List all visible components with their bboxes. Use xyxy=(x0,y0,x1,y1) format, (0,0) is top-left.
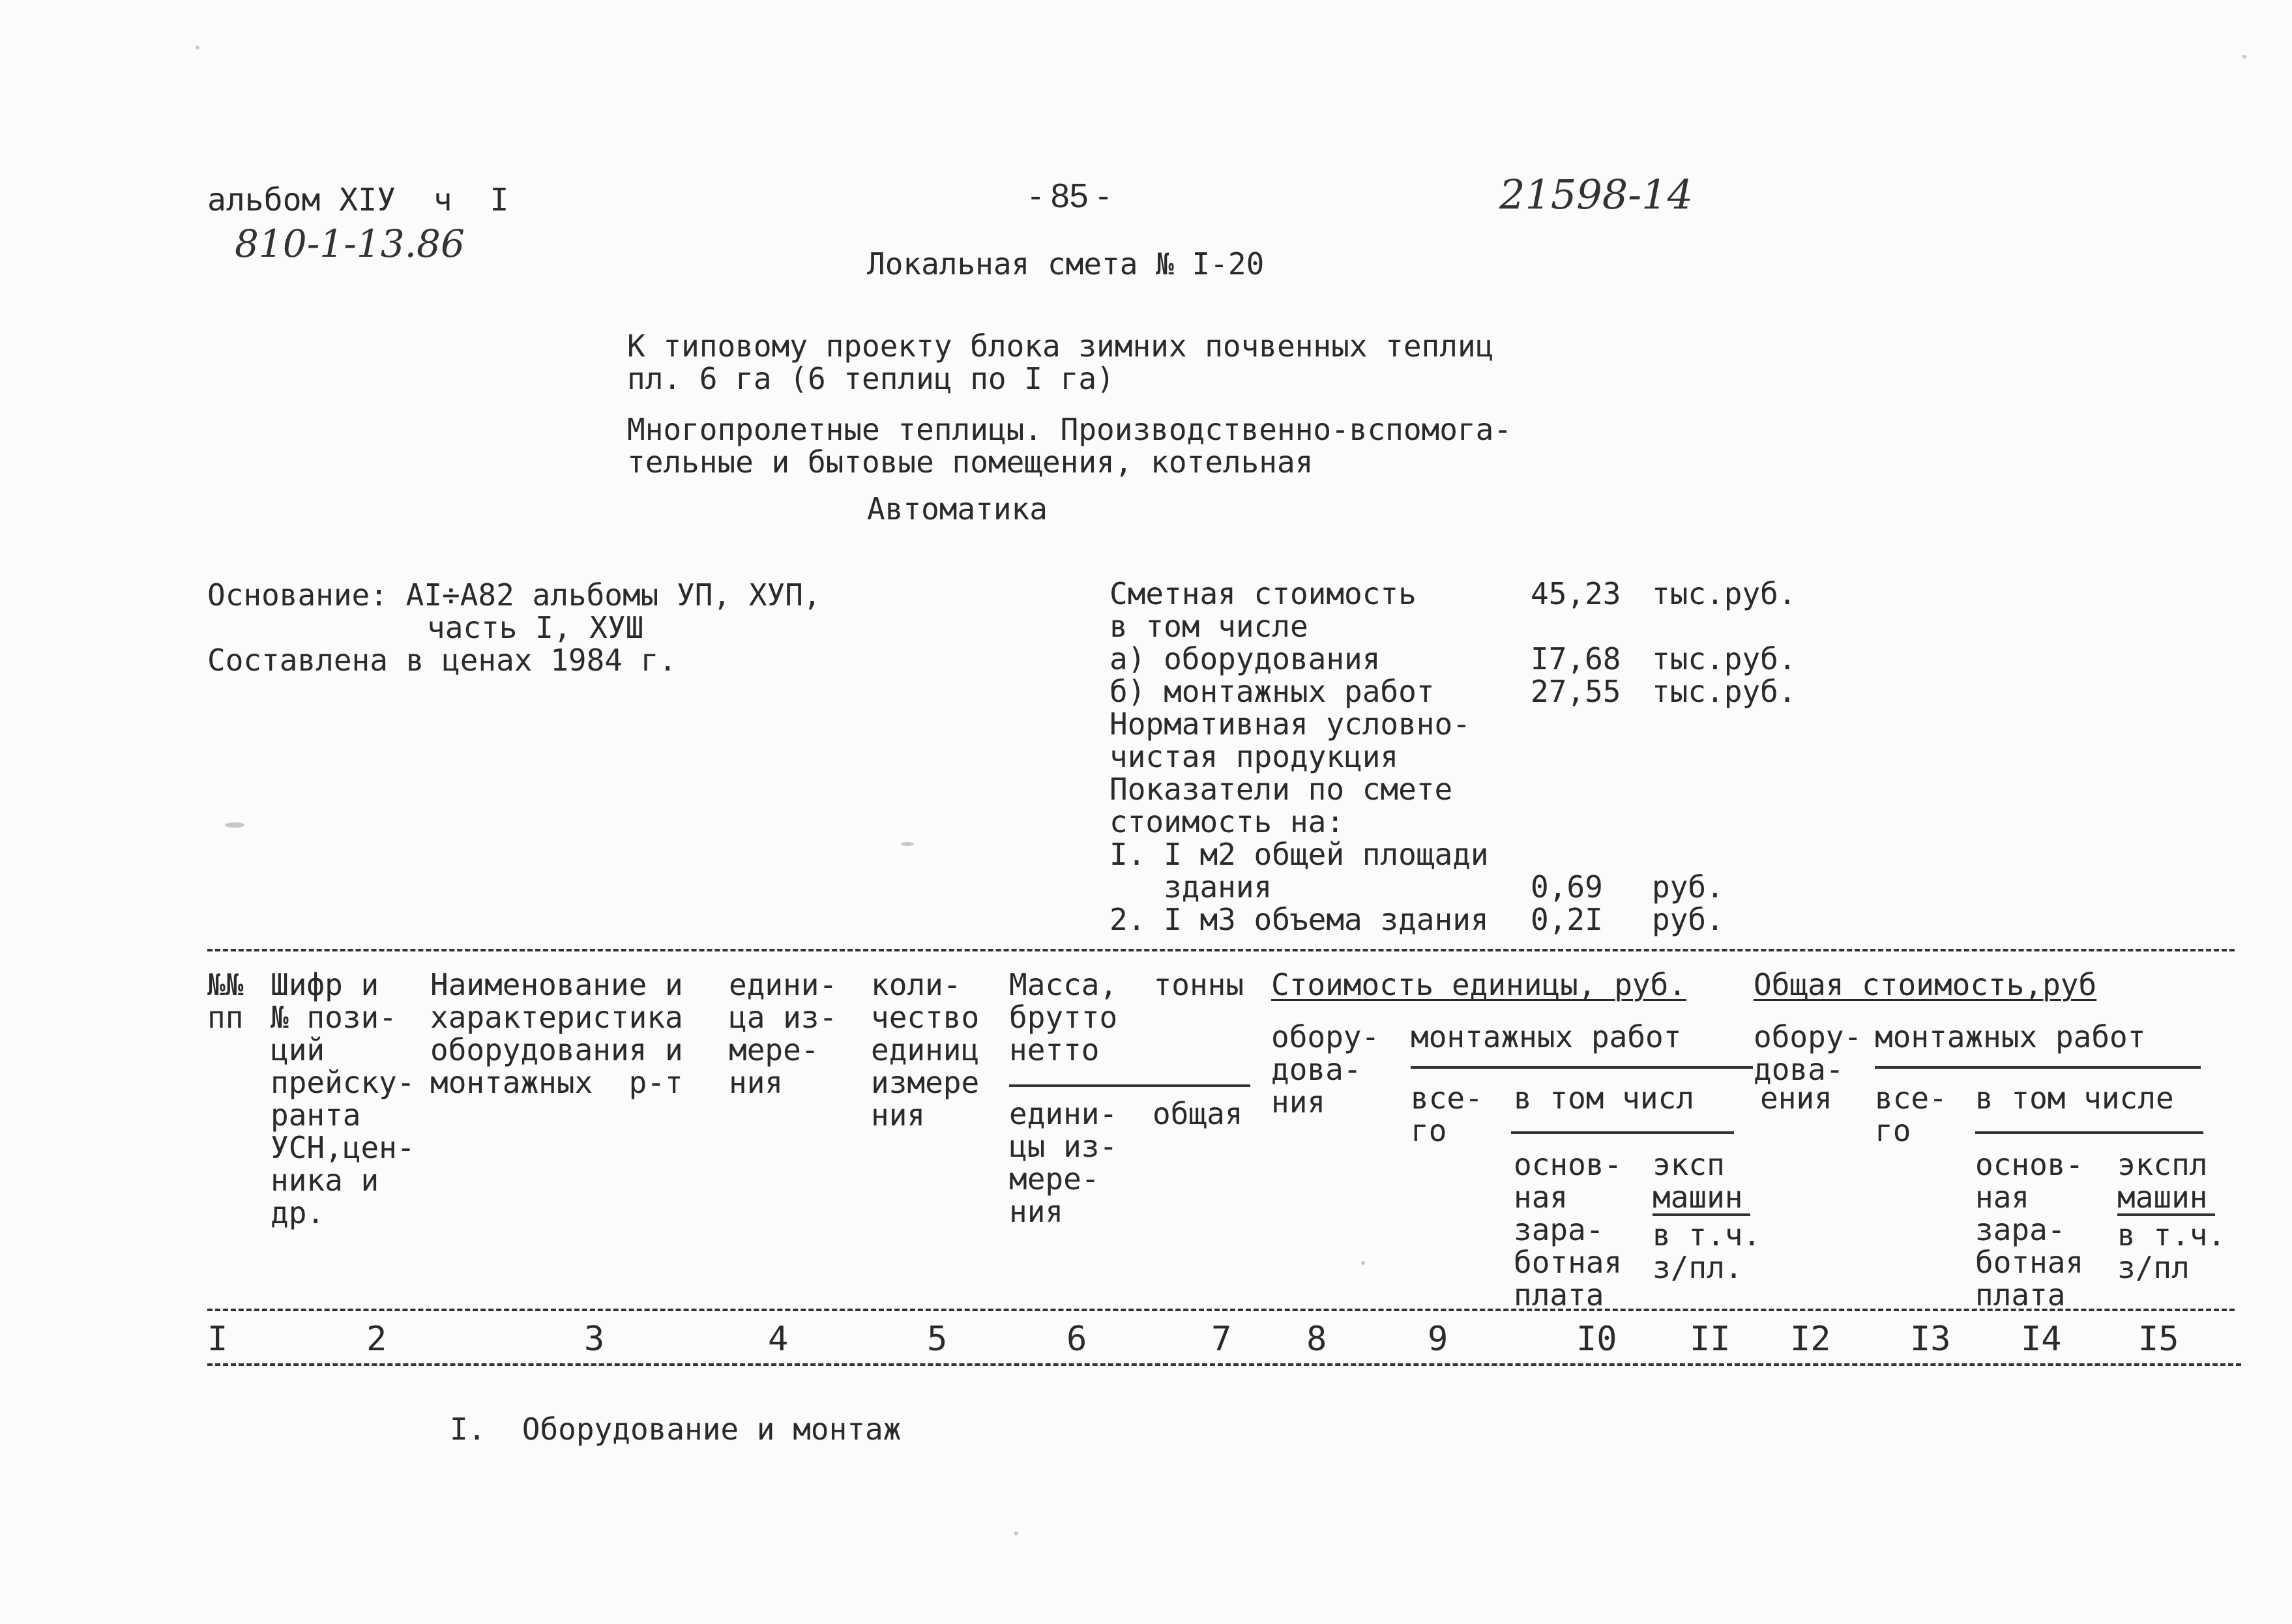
header-text: экспл xyxy=(2117,1147,2208,1182)
header-text: ния xyxy=(729,1065,784,1100)
header-rule xyxy=(1875,1066,2201,1069)
header-rule xyxy=(1411,1066,1753,1069)
cost-value: 45,23 xyxy=(1531,576,1621,611)
cost-unit: тыс.руб. xyxy=(1652,641,1797,676)
header-text: ная xyxy=(1975,1180,2030,1215)
section-heading: I. Оборудование и монтаж xyxy=(450,1412,902,1447)
cost-row xyxy=(1109,871,1827,903)
header-text: плата xyxy=(1514,1277,1604,1312)
header-text: ранта xyxy=(271,1097,361,1133)
header-base-pay-total xyxy=(1975,1148,2083,1311)
header-text: ника и xyxy=(271,1163,379,1198)
header-text: брутто xyxy=(1009,1000,1118,1035)
header-text: характеристика xyxy=(430,1000,683,1035)
header-text: УСН,цен- xyxy=(271,1130,415,1165)
basis-line-1: Основание: AI÷A82 альбомы УП, ХУП, xyxy=(207,577,821,613)
cost-label: здания xyxy=(1109,869,1272,905)
scan-speck xyxy=(225,822,244,828)
header-mass-unit xyxy=(1009,1097,1117,1228)
header-text: др. xyxy=(271,1195,325,1230)
header-text: эксп xyxy=(1653,1147,1725,1182)
cost-label: стоимость на: xyxy=(1109,804,1345,839)
header-text: ботная xyxy=(1514,1245,1623,1280)
column-number: 3 xyxy=(584,1320,605,1359)
header-rule xyxy=(2117,1213,2215,1216)
header-col-code xyxy=(271,968,415,1229)
cost-row xyxy=(1109,773,1827,805)
header-text: зара- xyxy=(1975,1212,2066,1247)
cost-unit: руб. xyxy=(1652,869,1724,905)
header-mass-total: общая xyxy=(1153,1096,1243,1131)
column-number: 8 xyxy=(1306,1320,1327,1359)
header-text: мере- xyxy=(729,1032,819,1067)
header-text: машин xyxy=(1653,1180,1743,1215)
cost-value: 27,55 xyxy=(1531,674,1621,709)
header-equipment-unit xyxy=(1271,1021,1379,1118)
header-text: едини- xyxy=(1009,1096,1118,1131)
scan-speck xyxy=(1361,1261,1365,1265)
handwritten-code: 810-1-13.86 xyxy=(235,222,465,266)
header-total-total xyxy=(1875,1082,1947,1147)
header-text: оборудования и xyxy=(430,1032,683,1067)
header-text: все- xyxy=(1875,1080,1947,1116)
cost-row xyxy=(1109,675,1827,708)
header-text: зара- xyxy=(1514,1212,1604,1247)
header-text: Шифр и xyxy=(271,967,379,1002)
subject-title: Автоматика xyxy=(867,491,1048,527)
scan-speck xyxy=(2242,55,2246,59)
header-text: измере xyxy=(871,1065,980,1100)
header-text: № пози- xyxy=(271,1000,397,1035)
header-col-unit xyxy=(729,968,837,1099)
header-incl-unit: в том числ xyxy=(1514,1080,1694,1116)
table-top-divider xyxy=(207,949,2235,951)
header-text: прейску- xyxy=(271,1065,415,1100)
header-text: Наименование и xyxy=(430,967,683,1002)
album-reference: альбом XIУ ч I xyxy=(207,182,509,218)
cost-value: 0,2I xyxy=(1531,902,1603,937)
project-line-2: пл. 6 га (6 теплиц по I га) xyxy=(627,361,1115,396)
cost-label: 2. I м3 объема здания xyxy=(1109,902,1489,937)
header-text: обору- xyxy=(1271,1019,1380,1054)
column-number: 2 xyxy=(366,1320,387,1359)
cost-row xyxy=(1109,903,1827,936)
column-number: I5 xyxy=(2138,1320,2179,1359)
cost-value: 0,69 xyxy=(1531,869,1603,905)
header-text: машин xyxy=(2117,1180,2208,1215)
cost-row xyxy=(1109,740,1827,773)
column-number: 9 xyxy=(1428,1320,1448,1359)
header-text: едини- xyxy=(729,967,838,1002)
header-rule xyxy=(1009,1084,1250,1087)
header-text: обору- xyxy=(1754,1019,1862,1054)
header-text: го xyxy=(1411,1113,1447,1148)
header-base-pay-unit xyxy=(1514,1148,1622,1311)
header-rule xyxy=(1511,1131,1734,1134)
cost-label: а) оборудования xyxy=(1109,641,1381,676)
page-number: - 85 - xyxy=(1030,177,1109,215)
header-text: ния xyxy=(871,1097,926,1133)
header-mass-title: Масса, тонны xyxy=(1009,967,1244,1002)
column-number: I4 xyxy=(2021,1320,2062,1359)
scan-speck xyxy=(196,46,199,50)
header-text: основ- xyxy=(1975,1147,2084,1182)
header-text: чество xyxy=(871,1000,980,1035)
header-text: ния xyxy=(1009,1194,1064,1229)
header-unit-cost-title: Стоимость единицы, руб. xyxy=(1271,967,1686,1002)
cost-row xyxy=(1109,838,1827,871)
cost-label: Показатели по смете xyxy=(1109,772,1453,807)
header-text: ния xyxy=(1271,1084,1326,1120)
header-machines-total xyxy=(2117,1148,2207,1213)
column-number: II xyxy=(1690,1320,1731,1359)
column-number: 6 xyxy=(1066,1320,1087,1359)
header-col-name xyxy=(430,968,683,1099)
header-text: монтажных р-т xyxy=(430,1065,683,1100)
header-text: пп xyxy=(207,1000,244,1035)
scan-speck xyxy=(1014,1531,1018,1535)
column-numbers-underline xyxy=(207,1363,2241,1366)
header-text: в т.ч. xyxy=(2117,1217,2226,1253)
scan-speck xyxy=(901,842,914,846)
cost-label: Нормативная условно- xyxy=(1109,706,1471,742)
header-text: ций xyxy=(271,1032,325,1067)
header-text: основ- xyxy=(1514,1147,1623,1182)
header-text: в т.ч. xyxy=(1653,1217,1761,1253)
section-line-2: тельные и бытовые помещения, котельная xyxy=(627,444,1314,480)
column-number: 4 xyxy=(768,1320,789,1359)
header-text: мере- xyxy=(1009,1161,1100,1196)
cost-row xyxy=(1109,643,1827,675)
header-text: №№ xyxy=(207,967,244,1002)
header-text: плата xyxy=(1975,1277,2066,1312)
cost-unit: тыс.руб. xyxy=(1652,674,1797,709)
column-number: 7 xyxy=(1211,1320,1232,1359)
column-number: I0 xyxy=(1576,1320,1617,1359)
cost-label: I. I м2 общей площади xyxy=(1109,837,1489,872)
cost-label: б) монтажных работ xyxy=(1109,674,1435,709)
header-text: коли- xyxy=(871,967,962,1002)
header-machines-pay-unit xyxy=(1653,1219,1761,1284)
header-text: цы из- xyxy=(1009,1129,1118,1164)
estimate-number: Локальная смета № I-20 xyxy=(867,246,1265,282)
header-total-unit xyxy=(1411,1082,1483,1147)
cost-label: Сметная стоимость xyxy=(1109,576,1417,611)
header-mount-works-unit: монтажных работ xyxy=(1411,1019,1682,1054)
column-number: I3 xyxy=(1910,1320,1951,1359)
header-mass-sub xyxy=(1009,1001,1117,1066)
header-text: единиц xyxy=(871,1032,980,1067)
header-text: ная xyxy=(1514,1180,1568,1215)
table-header-divider xyxy=(207,1309,2235,1311)
cost-row xyxy=(1109,708,1827,740)
basis-line-3: Составлена в ценах 1984 г. xyxy=(207,643,677,678)
header-text: дова- xyxy=(1754,1052,1844,1087)
cost-row xyxy=(1109,805,1827,838)
column-number: I2 xyxy=(1790,1320,1831,1359)
header-machines-unit xyxy=(1653,1148,1742,1213)
header-incl-total: в том числе xyxy=(1975,1080,2174,1116)
header-text: з/пл xyxy=(2117,1250,2190,1285)
cost-summary xyxy=(1109,577,1827,936)
header-mount-works-total: монтажных работ xyxy=(1875,1019,2146,1054)
handwritten-document-number: 21598-14 xyxy=(1499,171,1694,218)
header-col-quantity xyxy=(871,968,979,1131)
cost-unit: руб. xyxy=(1652,902,1724,937)
header-text: все- xyxy=(1411,1080,1483,1116)
project-line-1: К типовому проекту блока зимних почвенных теплиц xyxy=(627,328,1494,364)
basis-line-2: часть I, ХУШ xyxy=(427,610,644,645)
header-text: го xyxy=(1875,1113,1911,1148)
cost-row xyxy=(1109,577,1827,610)
header-equipment-total-tail: ения xyxy=(1760,1080,1832,1116)
header-text: з/пл. xyxy=(1653,1250,1743,1285)
header-text: ботная xyxy=(1975,1245,2084,1280)
header-col-number xyxy=(207,968,243,1034)
section-line-1: Многопролетные теплицы. Производственно-вспомога- xyxy=(627,412,1512,447)
header-machines-pay-total xyxy=(2117,1219,2226,1284)
header-equipment-total xyxy=(1754,1021,1862,1086)
cost-label: чистая продукция xyxy=(1109,739,1399,774)
column-number: I xyxy=(207,1320,228,1359)
header-rule xyxy=(1653,1213,1750,1216)
cost-label: в том числе xyxy=(1109,609,1308,644)
cost-unit: тыс.руб. xyxy=(1652,576,1797,611)
column-number: 5 xyxy=(927,1320,948,1359)
header-text: нетто xyxy=(1009,1032,1100,1067)
header-text: дова- xyxy=(1271,1052,1362,1087)
header-rule xyxy=(1975,1131,2203,1134)
cost-row xyxy=(1109,610,1827,643)
header-total-cost-title: Общая стоимость,руб xyxy=(1754,967,2097,1002)
header-text: ца из- xyxy=(729,1000,838,1035)
cost-value: I7,68 xyxy=(1531,641,1621,676)
